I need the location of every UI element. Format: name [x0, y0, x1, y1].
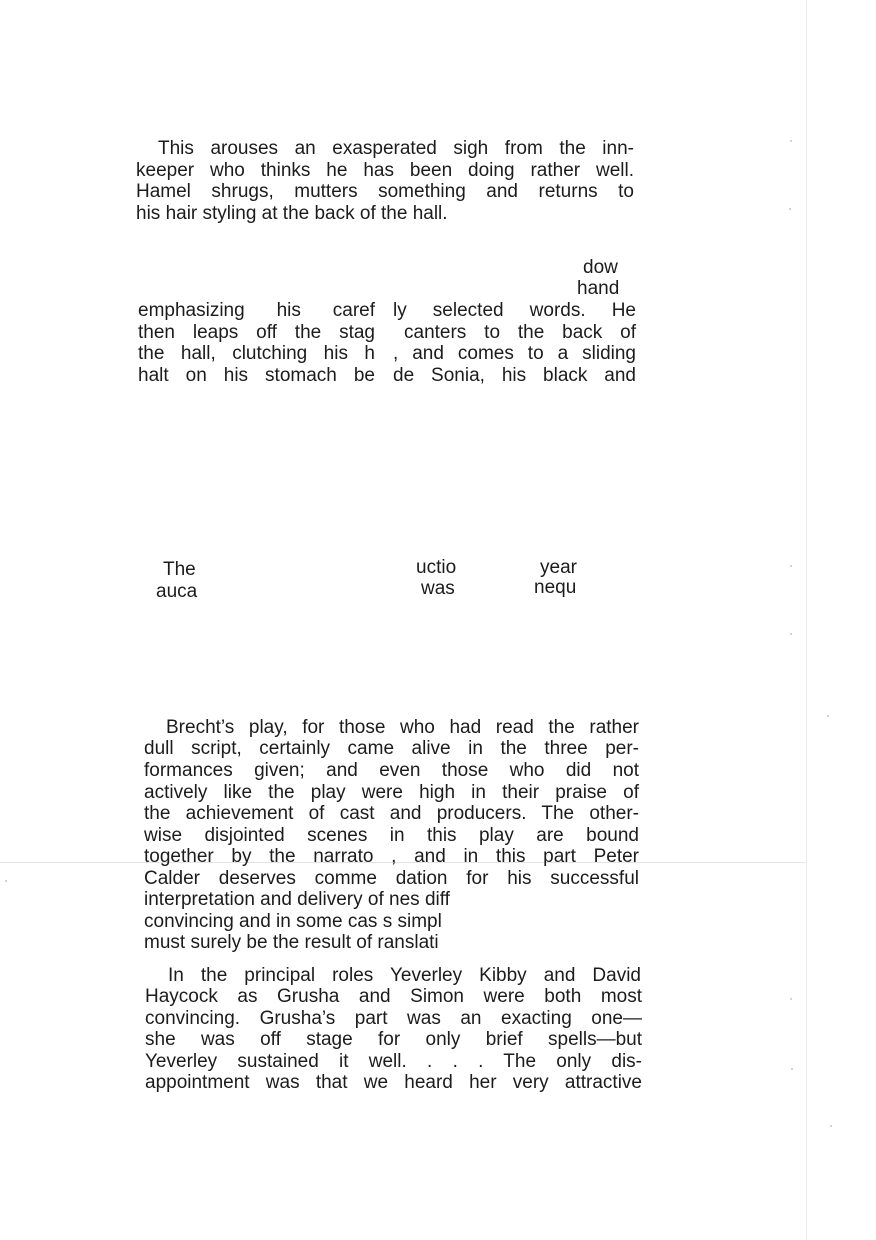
fragment-left-line: halt on his stomach be	[138, 365, 375, 386]
paragraph-2-line: formances given; and even those who did not	[144, 760, 639, 781]
paragraph-2-line: Calder deserves comme dation for his successful	[144, 868, 639, 889]
fragment-word: nequ	[534, 577, 577, 598]
paper-speck	[790, 998, 792, 1000]
fragment-right-line: , and comes to a sliding	[393, 343, 636, 364]
paragraph-1-line: keeper who thinks he has been doing rather well.	[136, 160, 634, 181]
paragraph-2-partial-line: interpretation and delivery of nes diff	[144, 889, 450, 910]
paragraph-3-line: Yeverley sustained it well. . . . The only dis-	[145, 1051, 642, 1072]
fragment-word: auca	[156, 581, 198, 602]
paper-speck	[790, 565, 792, 567]
paragraph-3-line: In the principal roles Yeverley Kibby and David	[168, 965, 641, 986]
fragment-word: hand	[577, 278, 620, 299]
paragraph-2-line: the achievement of cast and producers. The other-	[144, 803, 639, 824]
fragment-word: The	[163, 559, 196, 580]
paragraph-3-line: she was off stage for only brief spells—but	[145, 1029, 642, 1050]
paragraph-2-line: dull script, certainly came alive in the three per-	[144, 738, 639, 759]
paper-speck	[5, 880, 7, 882]
paragraph-3-line: convincing. Grusha’s part was an exacting one—	[145, 1008, 642, 1029]
fragment-left-line: then leaps off the stag	[138, 322, 375, 343]
fragment-left-line: the hall, clutching his h	[138, 343, 375, 364]
paragraph-3-line: appointment was that we heard her very attractive	[145, 1072, 642, 1093]
fragment-right-line: canters to the back of	[404, 322, 636, 343]
fragment-word: year	[540, 557, 577, 578]
fragment-word: uctio	[416, 557, 457, 578]
paragraph-2-line: actively like the play were high in their praise of	[144, 782, 639, 803]
fragment-right-line: ly selected words. He	[393, 300, 636, 321]
fragment-word: dow	[583, 257, 618, 278]
paragraph-3-line: Haycock as Grusha and Simon were both most	[145, 986, 642, 1007]
fragment-right-line: de Sonia, his black and	[393, 365, 636, 386]
paper-speck	[830, 1125, 832, 1127]
paragraph-2-line: wise disjointed scenes in this play are bound	[144, 825, 639, 846]
paper-speck	[791, 1068, 793, 1070]
paragraph-2-partial-line: must surely be the result of ranslati	[144, 932, 439, 953]
paper-fold-vertical	[806, 0, 807, 1240]
paragraph-1-line: Hamel shrugs, mutters something and returns to	[136, 181, 634, 202]
fragment-word: was	[421, 578, 455, 599]
paragraph-1-line: This arouses an exasperated sigh from the inn-	[158, 138, 634, 159]
paragraph-2-line: together by the narrato , and in this part Peter	[144, 846, 639, 867]
fragment-left-line: emphasizing his caref	[138, 300, 375, 321]
paragraph-1-line: his hair styling at the back of the hall.	[136, 203, 448, 224]
paragraph-2-partial-line: convincing and in some cas s simpl	[144, 911, 442, 932]
paragraph-2-line: Brecht’s play, for those who had read the rather	[166, 717, 639, 738]
paper-speck	[789, 208, 791, 210]
paper-speck	[790, 633, 792, 635]
paper-speck	[827, 715, 829, 717]
paper-speck	[790, 140, 792, 142]
